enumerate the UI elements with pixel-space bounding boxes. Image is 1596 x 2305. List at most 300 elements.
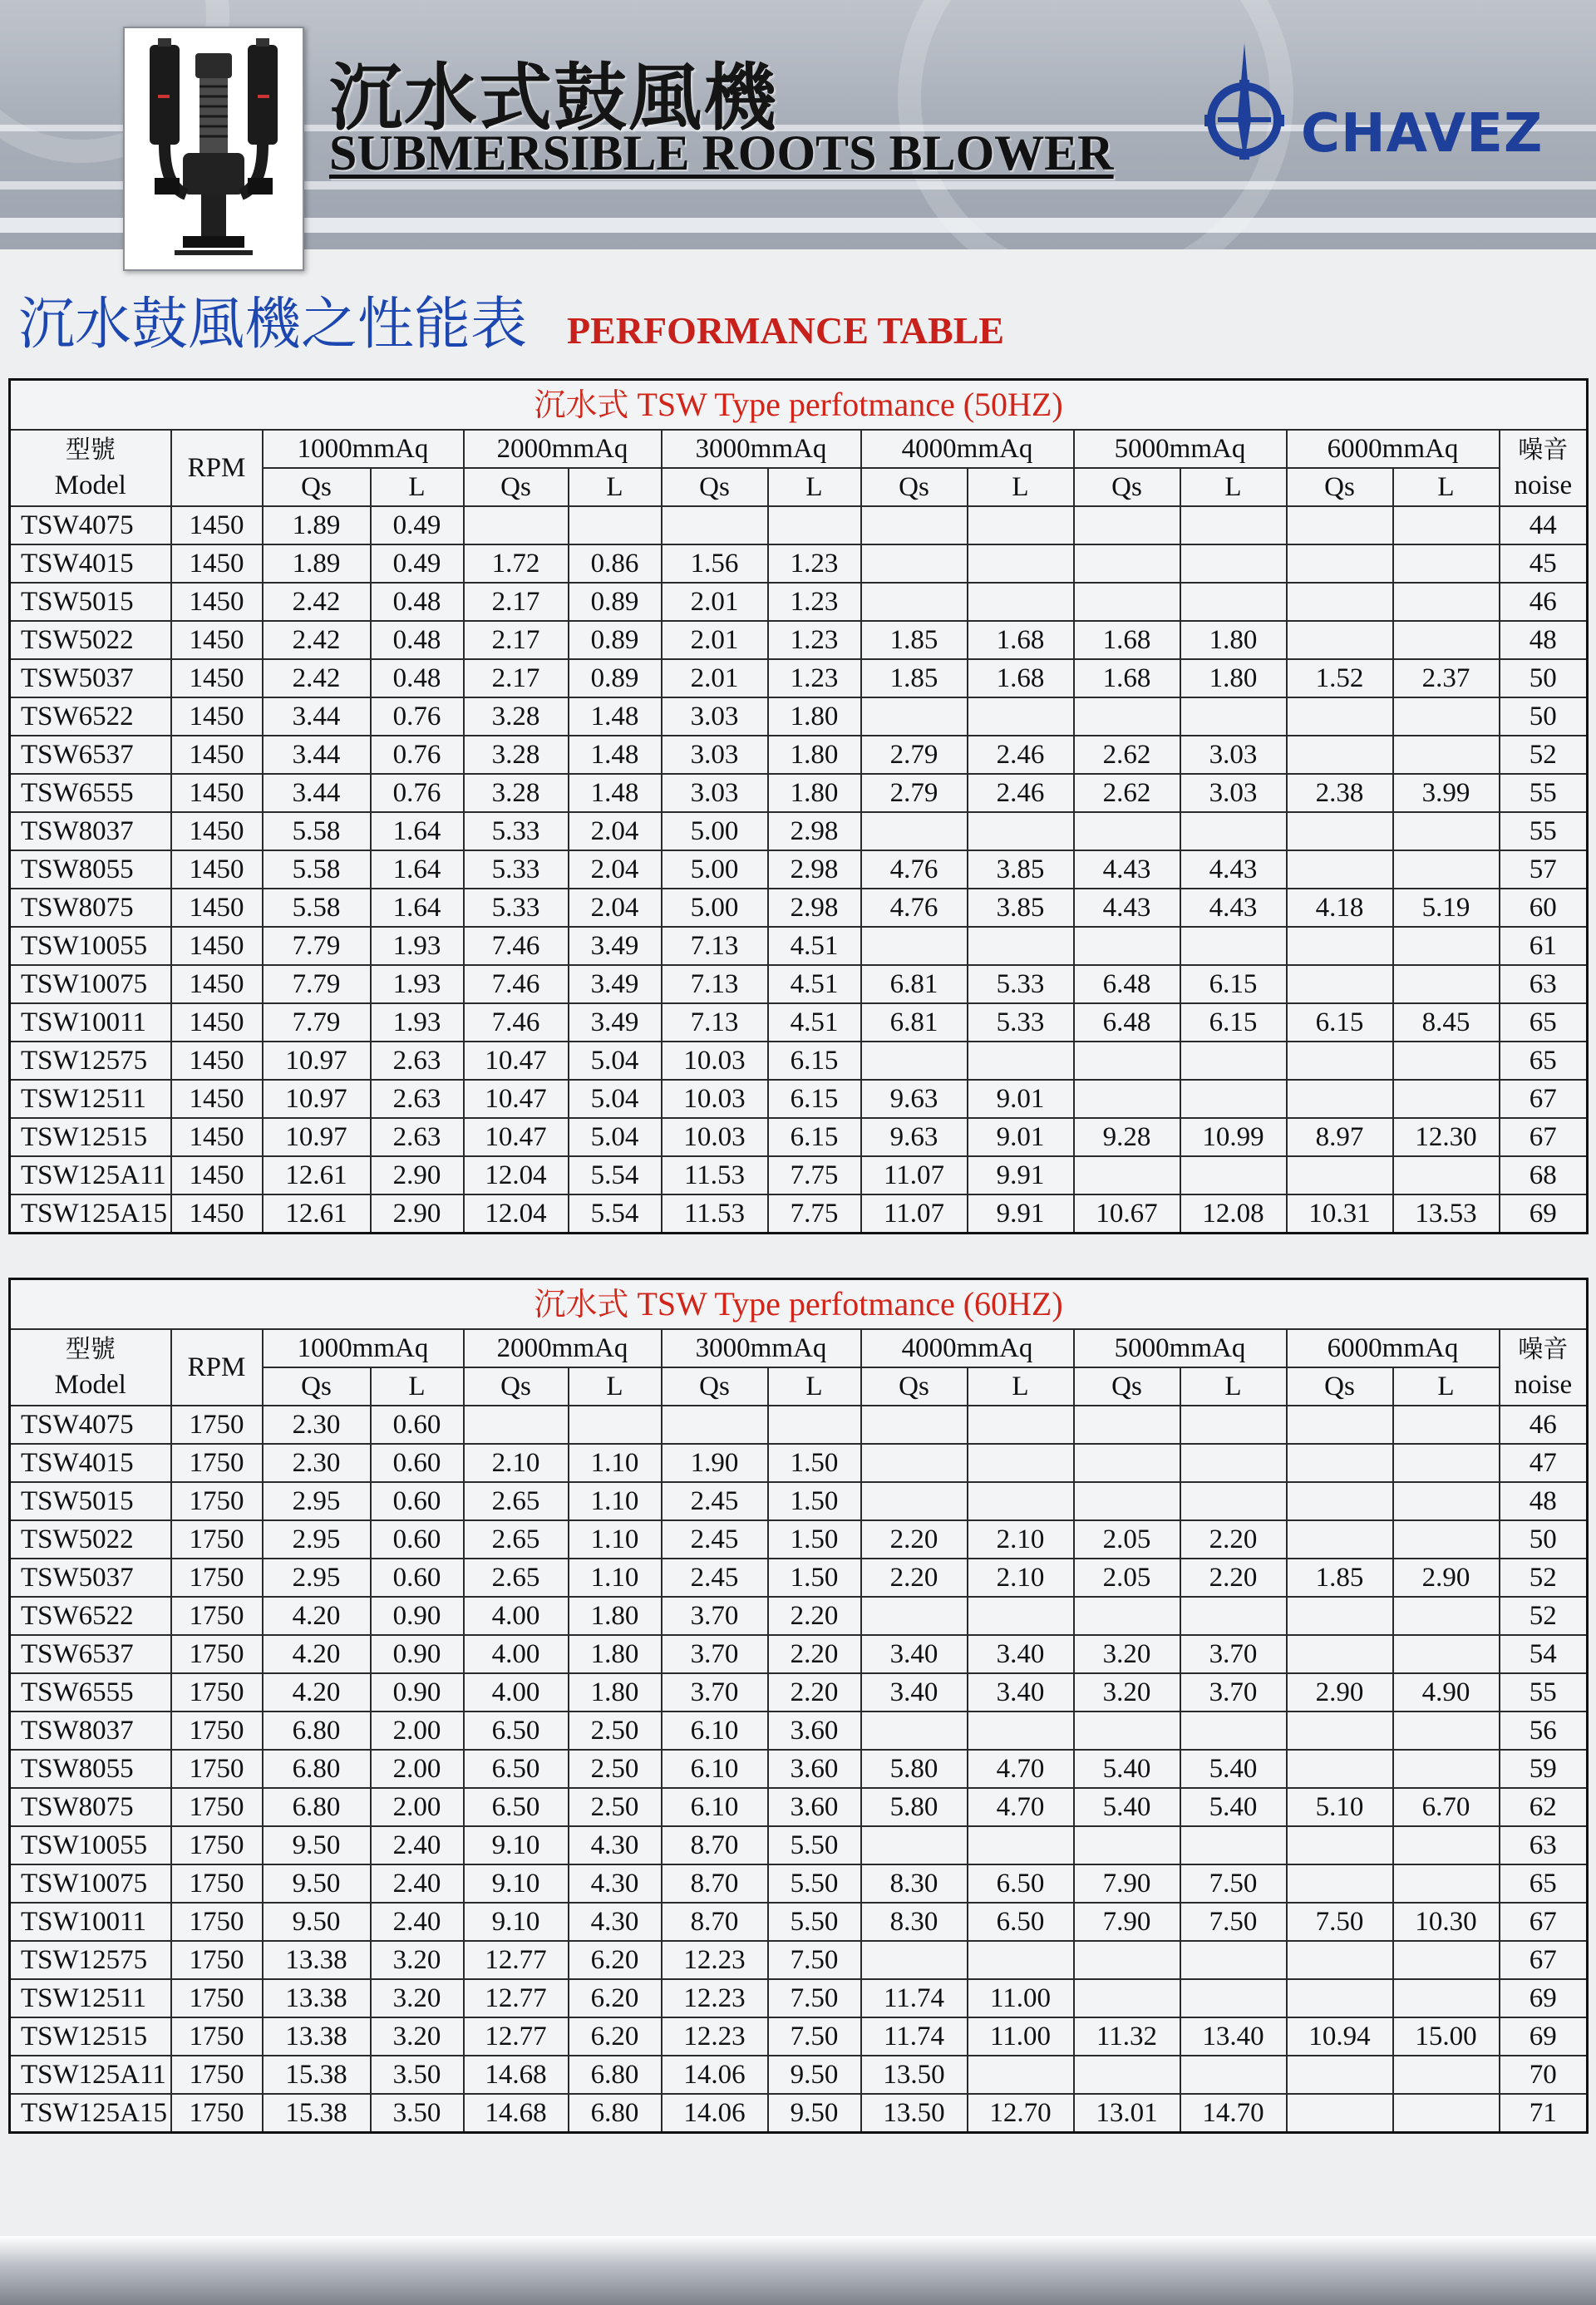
table-row: [10, 850, 1588, 889]
noise-header-chinese: 噪音: [1518, 436, 1569, 465]
l-cell: 4.51: [768, 927, 861, 965]
noise-cell: 55: [1500, 774, 1588, 812]
qs-cell: 2.30: [263, 1444, 371, 1482]
l-cell: 2.20: [768, 1635, 861, 1673]
qs-cell: 10.31: [1287, 1194, 1393, 1234]
qs-cell: 5.33: [464, 850, 569, 889]
qs-cell: 6.50: [464, 1750, 569, 1788]
l-cell: [1393, 1406, 1500, 1444]
l-cell: 1.93: [371, 1003, 464, 1042]
qs-cell: 2.65: [464, 1520, 569, 1559]
qs-cell: 6.48: [1074, 965, 1180, 1003]
qs-cell: 1.89: [263, 544, 371, 583]
noise-cell: 57: [1500, 850, 1588, 889]
table-row: [10, 1941, 1588, 1979]
qs-cell: [1074, 1080, 1180, 1118]
l-cell: [768, 506, 861, 544]
noise-cell: 65: [1500, 1003, 1588, 1042]
l-cell: 6.20: [569, 1941, 662, 1979]
l-cell: 5.40: [1180, 1750, 1287, 1788]
qs-cell: [1287, 736, 1393, 774]
qs-cell: 10.03: [662, 1118, 768, 1156]
model-cell: TSW6522: [10, 697, 171, 736]
qs-cell: 12.77: [464, 2017, 569, 2056]
rpm-cell: 1750: [171, 1406, 263, 1444]
l-cell: 4.43: [1180, 889, 1287, 927]
noise-cell: 71: [1500, 2094, 1588, 2133]
l-cell: 2.46: [968, 736, 1074, 774]
table-row: [10, 1042, 1588, 1080]
l-cell: 1.80: [768, 736, 861, 774]
qs-cell: 15.38: [263, 2056, 371, 2094]
model-cell: TSW5022: [10, 1520, 171, 1559]
qs-cell: 4.20: [263, 1597, 371, 1635]
l-cell: 1.10: [569, 1520, 662, 1559]
qs-cell: 2.20: [861, 1520, 968, 1559]
model-cell: TSW125A15: [10, 2094, 171, 2133]
qs-cell: 7.90: [1074, 1903, 1180, 1941]
l-cell: 2.37: [1393, 659, 1500, 697]
l-cell: 1.80: [569, 1673, 662, 1712]
rpm-cell: 1450: [171, 927, 263, 965]
noise-column-header: [1500, 430, 1588, 506]
l-cell: 7.50: [768, 1941, 861, 1979]
title-chinese: 沉水式鼓風機: [329, 55, 779, 140]
table-row: [10, 1406, 1588, 1444]
l-cell: [1393, 927, 1500, 965]
qs-cell: 2.38: [1287, 774, 1393, 812]
l-cell: 6.80: [569, 2056, 662, 2094]
table-row: [10, 1482, 1588, 1520]
table-row: [10, 1979, 1588, 2017]
l-cell: 0.89: [569, 583, 662, 621]
l-header: L: [1393, 1367, 1500, 1406]
qs-cell: 11.07: [861, 1194, 968, 1234]
qs-cell: 15.38: [263, 2094, 371, 2133]
model-cell: TSW125A15: [10, 1194, 171, 1234]
qs-cell: 2.17: [464, 659, 569, 697]
rpm-cell: 1450: [171, 965, 263, 1003]
l-cell: 1.50: [768, 1520, 861, 1559]
l-cell: 0.76: [371, 697, 464, 736]
qs-cell: [1074, 1979, 1180, 2017]
qs-cell: 9.10: [464, 1826, 569, 1864]
qs-cell: 12.23: [662, 1941, 768, 1979]
l-cell: 0.60: [371, 1520, 464, 1559]
noise-cell: 65: [1500, 1042, 1588, 1080]
qs-cell: 2.90: [1287, 1673, 1393, 1712]
qs-cell: [1074, 1597, 1180, 1635]
l-cell: 10.99: [1180, 1118, 1287, 1156]
l-cell: 11.00: [968, 1979, 1074, 2017]
l-cell: 5.04: [569, 1042, 662, 1080]
l-cell: [1180, 1979, 1287, 2017]
rpm-cell: 1750: [171, 1520, 263, 1559]
qs-cell: 5.40: [1074, 1750, 1180, 1788]
l-cell: 12.70: [968, 2094, 1074, 2133]
l-cell: 0.89: [569, 659, 662, 697]
l-cell: 3.40: [968, 1635, 1074, 1673]
l-cell: [1393, 812, 1500, 850]
l-cell: [1393, 1864, 1500, 1903]
l-cell: 4.51: [768, 965, 861, 1003]
qs-cell: 2.05: [1074, 1520, 1180, 1559]
l-cell: 2.63: [371, 1080, 464, 1118]
model-cell: TSW125A11: [10, 1156, 171, 1194]
l-cell: 9.50: [768, 2056, 861, 2094]
rpm-cell: 1450: [171, 621, 263, 659]
rpm-cell: 1750: [171, 1597, 263, 1635]
l-cell: 5.33: [968, 1003, 1074, 1042]
qs-cell: 4.43: [1074, 850, 1180, 889]
qs-cell: 7.46: [464, 965, 569, 1003]
qs-cell: [1287, 1750, 1393, 1788]
l-cell: 2.10: [968, 1520, 1074, 1559]
qs-cell: 12.04: [464, 1194, 569, 1234]
l-cell: 1.68: [968, 659, 1074, 697]
rpm-column-header: RPM: [171, 1329, 263, 1406]
l-cell: 3.20: [371, 1941, 464, 1979]
l-cell: 4.30: [569, 1903, 662, 1941]
l-cell: 9.01: [968, 1080, 1074, 1118]
l-cell: [1180, 1406, 1287, 1444]
qs-cell: 13.50: [861, 2056, 968, 2094]
l-cell: [1393, 1444, 1500, 1482]
qs-cell: 11.07: [861, 1156, 968, 1194]
table-row: [10, 1444, 1588, 1482]
qs-cell: 4.00: [464, 1673, 569, 1712]
l-cell: 5.04: [569, 1118, 662, 1156]
l-cell: 1.48: [569, 774, 662, 812]
table-body: [10, 506, 1588, 1234]
table-row: [10, 1712, 1588, 1750]
model-cell: TSW8055: [10, 1750, 171, 1788]
rpm-cell: 1450: [171, 1156, 263, 1194]
l-header: L: [968, 1367, 1074, 1406]
l-cell: [1180, 927, 1287, 965]
l-cell: [1393, 1156, 1500, 1194]
l-cell: 3.49: [569, 965, 662, 1003]
qs-cell: 14.06: [662, 2056, 768, 2094]
pressure-header: 2000mmAq: [464, 430, 662, 468]
pressure-header: 4000mmAq: [861, 1329, 1074, 1367]
qs-cell: 7.79: [263, 1003, 371, 1042]
qs-cell: 1.68: [1074, 659, 1180, 697]
qs-cell: 14.68: [464, 2056, 569, 2094]
qs-cell: [1287, 2056, 1393, 2094]
model-cell: TSW10075: [10, 1864, 171, 1903]
qs-cell: 2.95: [263, 1520, 371, 1559]
l-cell: 6.15: [768, 1080, 861, 1118]
l-cell: 5.33: [968, 965, 1074, 1003]
model-cell: TSW8037: [10, 1712, 171, 1750]
l-cell: 6.80: [569, 2094, 662, 2133]
qs-cell: 6.15: [1287, 1003, 1393, 1042]
noise-cell: 48: [1500, 1482, 1588, 1520]
l-cell: [1393, 2056, 1500, 2094]
model-cell: TSW4075: [10, 506, 171, 544]
qs-cell: [1287, 1042, 1393, 1080]
qs-cell: [464, 1406, 569, 1444]
l-cell: 0.48: [371, 583, 464, 621]
table-row: [10, 1080, 1588, 1118]
l-cell: [1393, 1597, 1500, 1635]
qs-cell: 6.81: [861, 965, 968, 1003]
rpm-cell: 1750: [171, 1482, 263, 1520]
qs-cell: 6.10: [662, 1750, 768, 1788]
table-row: [10, 1864, 1588, 1903]
table-caption-english: TSW Type perfotmance (50HZ): [637, 386, 1063, 423]
rpm-cell: 1450: [171, 1194, 263, 1234]
l-cell: 0.86: [569, 544, 662, 583]
rpm-cell: 1450: [171, 889, 263, 927]
qs-cell: [861, 583, 968, 621]
qs-cell: 5.33: [464, 889, 569, 927]
qs-cell: 2.45: [662, 1520, 768, 1559]
rpm-cell: 1750: [171, 1903, 263, 1941]
qs-header: Qs: [861, 468, 968, 506]
table-row: [10, 1788, 1588, 1826]
noise-cell: 55: [1500, 1673, 1588, 1712]
l-cell: 6.70: [1393, 1788, 1500, 1826]
noise-cell: 52: [1500, 1597, 1588, 1635]
noise-cell: 67: [1500, 1080, 1588, 1118]
l-cell: 5.19: [1393, 889, 1500, 927]
noise-cell: 61: [1500, 927, 1588, 965]
l-cell: [968, 927, 1074, 965]
qs-cell: [1074, 1406, 1180, 1444]
l-cell: 1.10: [569, 1559, 662, 1597]
noise-cell: 69: [1500, 1194, 1588, 1234]
l-cell: 7.50: [768, 1979, 861, 2017]
l-cell: 13.40: [1180, 2017, 1287, 2056]
l-cell: 0.60: [371, 1444, 464, 1482]
qs-cell: [861, 812, 968, 850]
qs-header: Qs: [464, 468, 569, 506]
qs-cell: [1287, 621, 1393, 659]
qs-cell: 13.50: [861, 2094, 968, 2133]
qs-cell: 5.10: [1287, 1788, 1393, 1826]
qs-cell: [861, 697, 968, 736]
l-cell: 3.03: [1180, 774, 1287, 812]
qs-cell: [861, 1941, 968, 1979]
l-cell: 2.90: [371, 1194, 464, 1234]
qs-cell: 2.42: [263, 659, 371, 697]
qs-cell: 3.44: [263, 774, 371, 812]
qs-cell: [1287, 1406, 1393, 1444]
l-cell: 3.60: [768, 1750, 861, 1788]
l-cell: 0.49: [371, 506, 464, 544]
table-row: [10, 1597, 1588, 1635]
qs-cell: [1287, 1941, 1393, 1979]
l-cell: 2.63: [371, 1042, 464, 1080]
qs-cell: [861, 1482, 968, 1520]
qs-cell: 6.80: [263, 1788, 371, 1826]
noise-cell: 69: [1500, 2017, 1588, 2056]
pressure-header: 1000mmAq: [263, 1329, 464, 1367]
rpm-cell: 1450: [171, 774, 263, 812]
l-cell: 5.50: [768, 1903, 861, 1941]
qs-cell: 5.00: [662, 812, 768, 850]
table-row: [10, 774, 1588, 812]
noise-cell: 45: [1500, 544, 1588, 583]
l-cell: 3.50: [371, 2094, 464, 2133]
qs-cell: 2.95: [263, 1559, 371, 1597]
l-cell: 1.80: [768, 697, 861, 736]
model-column-header: [10, 1329, 171, 1406]
noise-cell: 47: [1500, 1444, 1588, 1482]
qs-cell: 3.03: [662, 697, 768, 736]
model-cell: TSW8037: [10, 812, 171, 850]
qs-cell: 7.46: [464, 927, 569, 965]
rpm-column-header: RPM: [171, 430, 263, 506]
qs-cell: 7.13: [662, 927, 768, 965]
qs-cell: 13.38: [263, 1941, 371, 1979]
l-cell: [1393, 1826, 1500, 1864]
qs-cell: 4.43: [1074, 889, 1180, 927]
qs-cell: 10.47: [464, 1042, 569, 1080]
noise-column-header: [1500, 1329, 1588, 1406]
qs-cell: [861, 927, 968, 965]
model-cell: TSW10011: [10, 1003, 171, 1042]
rpm-cell: 1450: [171, 1042, 263, 1080]
l-cell: 13.53: [1393, 1194, 1500, 1234]
l-cell: [968, 1444, 1074, 1482]
qs-cell: 8.97: [1287, 1118, 1393, 1156]
l-cell: 6.15: [1180, 965, 1287, 1003]
table-row: [10, 736, 1588, 774]
performance-table-50hz: [8, 378, 1589, 1234]
qs-cell: 13.38: [263, 1979, 371, 2017]
qs-cell: 14.06: [662, 2094, 768, 2133]
noise-cell: 55: [1500, 812, 1588, 850]
qs-cell: 10.67: [1074, 1194, 1180, 1234]
qs-cell: 1.56: [662, 544, 768, 583]
qs-cell: 8.70: [662, 1826, 768, 1864]
l-cell: [968, 812, 1074, 850]
qs-cell: 2.10: [464, 1444, 569, 1482]
qs-cell: 2.65: [464, 1482, 569, 1520]
l-cell: 2.00: [371, 1712, 464, 1750]
rpm-cell: 1750: [171, 1826, 263, 1864]
title-english: SUBMERSIBLE ROOTS BLOWER: [329, 126, 1114, 180]
rpm-cell: 1450: [171, 583, 263, 621]
noise-header-chinese: 噪音: [1518, 1335, 1569, 1364]
l-cell: 1.50: [768, 1559, 861, 1597]
l-cell: 7.50: [768, 2017, 861, 2056]
l-header: L: [968, 468, 1074, 506]
l-cell: 9.50: [768, 2094, 861, 2133]
l-cell: 1.64: [371, 850, 464, 889]
qs-cell: 3.40: [861, 1635, 968, 1673]
rpm-cell: 1750: [171, 1979, 263, 2017]
l-cell: 3.85: [968, 889, 1074, 927]
brand-logo: [1193, 40, 1575, 165]
qs-cell: [1287, 1482, 1393, 1520]
l-cell: 9.91: [968, 1194, 1074, 1234]
l-cell: [1393, 1520, 1500, 1559]
qs-cell: [1074, 2056, 1180, 2094]
qs-cell: 2.45: [662, 1482, 768, 1520]
qs-cell: 11.53: [662, 1194, 768, 1234]
qs-cell: 7.50: [1287, 1903, 1393, 1941]
l-cell: 1.23: [768, 621, 861, 659]
l-cell: [1393, 965, 1500, 1003]
qs-cell: 5.33: [464, 812, 569, 850]
l-cell: [968, 1597, 1074, 1635]
l-cell: [1393, 1635, 1500, 1673]
l-cell: [968, 1406, 1074, 1444]
l-cell: 0.60: [371, 1482, 464, 1520]
rpm-cell: 1750: [171, 1864, 263, 1903]
section-heading: [18, 279, 1004, 360]
l-cell: 1.23: [768, 583, 861, 621]
l-cell: [1180, 697, 1287, 736]
l-cell: [1180, 544, 1287, 583]
qs-cell: 10.97: [263, 1080, 371, 1118]
l-cell: 2.00: [371, 1788, 464, 1826]
l-cell: 8.45: [1393, 1003, 1500, 1042]
noise-cell: 46: [1500, 1406, 1588, 1444]
qs-cell: [1287, 965, 1393, 1003]
l-cell: [1393, 1080, 1500, 1118]
noise-cell: 67: [1500, 1903, 1588, 1941]
qs-cell: 1.85: [1287, 1559, 1393, 1597]
qs-cell: 4.18: [1287, 889, 1393, 927]
qs-cell: 11.74: [861, 2017, 968, 2056]
l-cell: 1.80: [1180, 659, 1287, 697]
noise-cell: 50: [1500, 1520, 1588, 1559]
rpm-cell: 1450: [171, 1118, 263, 1156]
qs-cell: 10.47: [464, 1118, 569, 1156]
table-row: [10, 697, 1588, 736]
qs-cell: 10.97: [263, 1118, 371, 1156]
table-row: [10, 1903, 1588, 1941]
pressure-header: 2000mmAq: [464, 1329, 662, 1367]
l-cell: [968, 1826, 1074, 1864]
model-cell: TSW12515: [10, 1118, 171, 1156]
qs-cell: 8.70: [662, 1903, 768, 1941]
qs-cell: 5.00: [662, 889, 768, 927]
qs-cell: 6.50: [464, 1788, 569, 1826]
table-row: [10, 2056, 1588, 2094]
l-cell: [768, 1406, 861, 1444]
qs-cell: [1287, 812, 1393, 850]
pressure-header: 3000mmAq: [662, 430, 861, 468]
l-cell: [968, 1712, 1074, 1750]
l-cell: 3.49: [569, 927, 662, 965]
l-cell: 1.64: [371, 812, 464, 850]
qs-cell: [1287, 583, 1393, 621]
l-cell: [1180, 1156, 1287, 1194]
model-cell: TSW6537: [10, 736, 171, 774]
l-cell: 2.40: [371, 1903, 464, 1941]
qs-cell: [1074, 812, 1180, 850]
l-cell: 2.46: [968, 774, 1074, 812]
rpm-cell: 1450: [171, 850, 263, 889]
l-cell: [968, 544, 1074, 583]
model-cell: TSW8075: [10, 889, 171, 927]
blower-illustration: [125, 28, 303, 269]
table-row: [10, 812, 1588, 850]
qs-cell: 3.44: [263, 736, 371, 774]
l-cell: 0.90: [371, 1635, 464, 1673]
l-cell: [1393, 1712, 1500, 1750]
l-cell: 1.10: [569, 1482, 662, 1520]
l-cell: 0.48: [371, 621, 464, 659]
l-cell: 2.40: [371, 1864, 464, 1903]
model-cell: TSW10075: [10, 965, 171, 1003]
